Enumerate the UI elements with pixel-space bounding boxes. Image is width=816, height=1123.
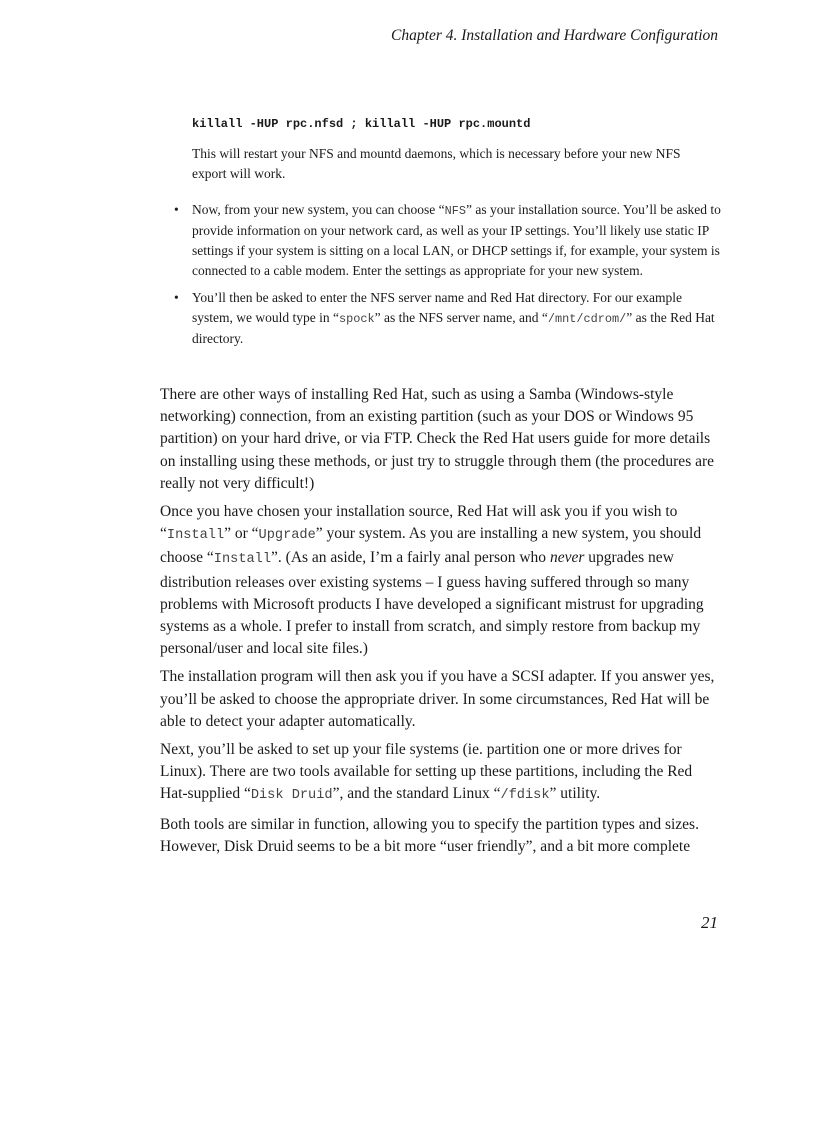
code-nfs: NFS [444,204,466,218]
paragraph [160,501,720,660]
code-upgrade: Upgrade [258,528,316,544]
bullet-icon: • [174,202,179,217]
body-text [160,384,720,864]
text-run: ” your system. As you are installing a new system, you should choose “ [160,525,702,567]
command-line: killall -HUP rpc.nfsd ; killall -HUP rpc.mountd [192,117,531,131]
paragraph: There are other ways of installing Red Hat, such as using a Samba (Windows-style networking) connection, from an existing partition (such as your DOS or Windows 95 partition) on your hard drive, or via FTP. Check the Red Hat users guide for more details on installing using these methods, or just try to struggle through them (the procedures are really not very difficult!) [160,386,715,492]
text-run: Next, you’ll be asked to set up your file systems (ie. partition one or more drives for Linux). There are two tools available for setting up these partitions, including the Red Hat-supplied “ [160,741,693,803]
code-spock: spock [338,312,375,326]
text-run: ”, and the standard Linux “ [332,785,501,803]
text-run: ” as your installation source. You’ll be asked to provide information on your network card, as well as your IP settings. You’ll likely use static IP settings if your system is sitting on a local LAN, or DHCP settings if, for example, your system is connected to a cable modem. Enter the settings as appropriate for your new system. [192,202,721,278]
text-run: ” as the Red Hat directory. [192,310,715,346]
text-run: ” as the NFS server name, and “ [374,310,548,325]
text-run: Once you have chosen your installation source, Red Hat will ask you if you wish to “ [160,503,678,543]
bullet-list [162,200,722,356]
command-note: This will restart your NFS and mountd daemons, which is necessary before your new NFS export will work. [192,146,681,181]
paragraph [160,739,720,808]
text-run: ” utility. [549,785,601,803]
paragraph: Both tools are similar in function, allowing you to specify the partition types and sizes. However, Disk Druid seems to be a bit more “user friendly”, and a bit more complete [160,815,699,855]
text-run: Now, from your new system, you can choose “ [192,202,445,217]
emphasis: never [549,549,585,567]
text-run: You’ll then be asked to enter the NFS server name and Red Hat directory. For our example system, we would type in “ [192,290,683,325]
code-fdisk: /fdisk [500,788,550,804]
paragraph: The installation program will then ask you if you have a SCSI adapter. If you answer yes, you’ll be asked to choose the appropriate driver. In some circumstances, Red Hat will be able to detect your adapter automatically. [160,668,715,730]
code-mnt-cdrom: /mnt/cdrom/ [547,312,627,326]
text-run: ”. (As an aside, I’m a fairly anal person who [271,549,550,567]
page-number: 21 [701,913,718,932]
bullet-icon: • [174,290,179,305]
list-item [162,200,722,281]
text-run: upgrades new distribution releases over existing systems – I guess having suffered through so many problems with Microsoft products I have developed a significant mistrust for upgrading systems as a whole. I prefer to install from scratch, and simply restore from backup my personal/user and local site files.) [160,549,704,658]
code-disk-druid: Disk Druid [250,788,333,804]
code-install: Install [166,528,225,544]
list-item [162,288,722,349]
running-header: Chapter 4. Installation and Hardware Configuration [391,27,718,44]
code-install: Install [213,552,272,568]
text-run: ” or “ [224,525,259,543]
